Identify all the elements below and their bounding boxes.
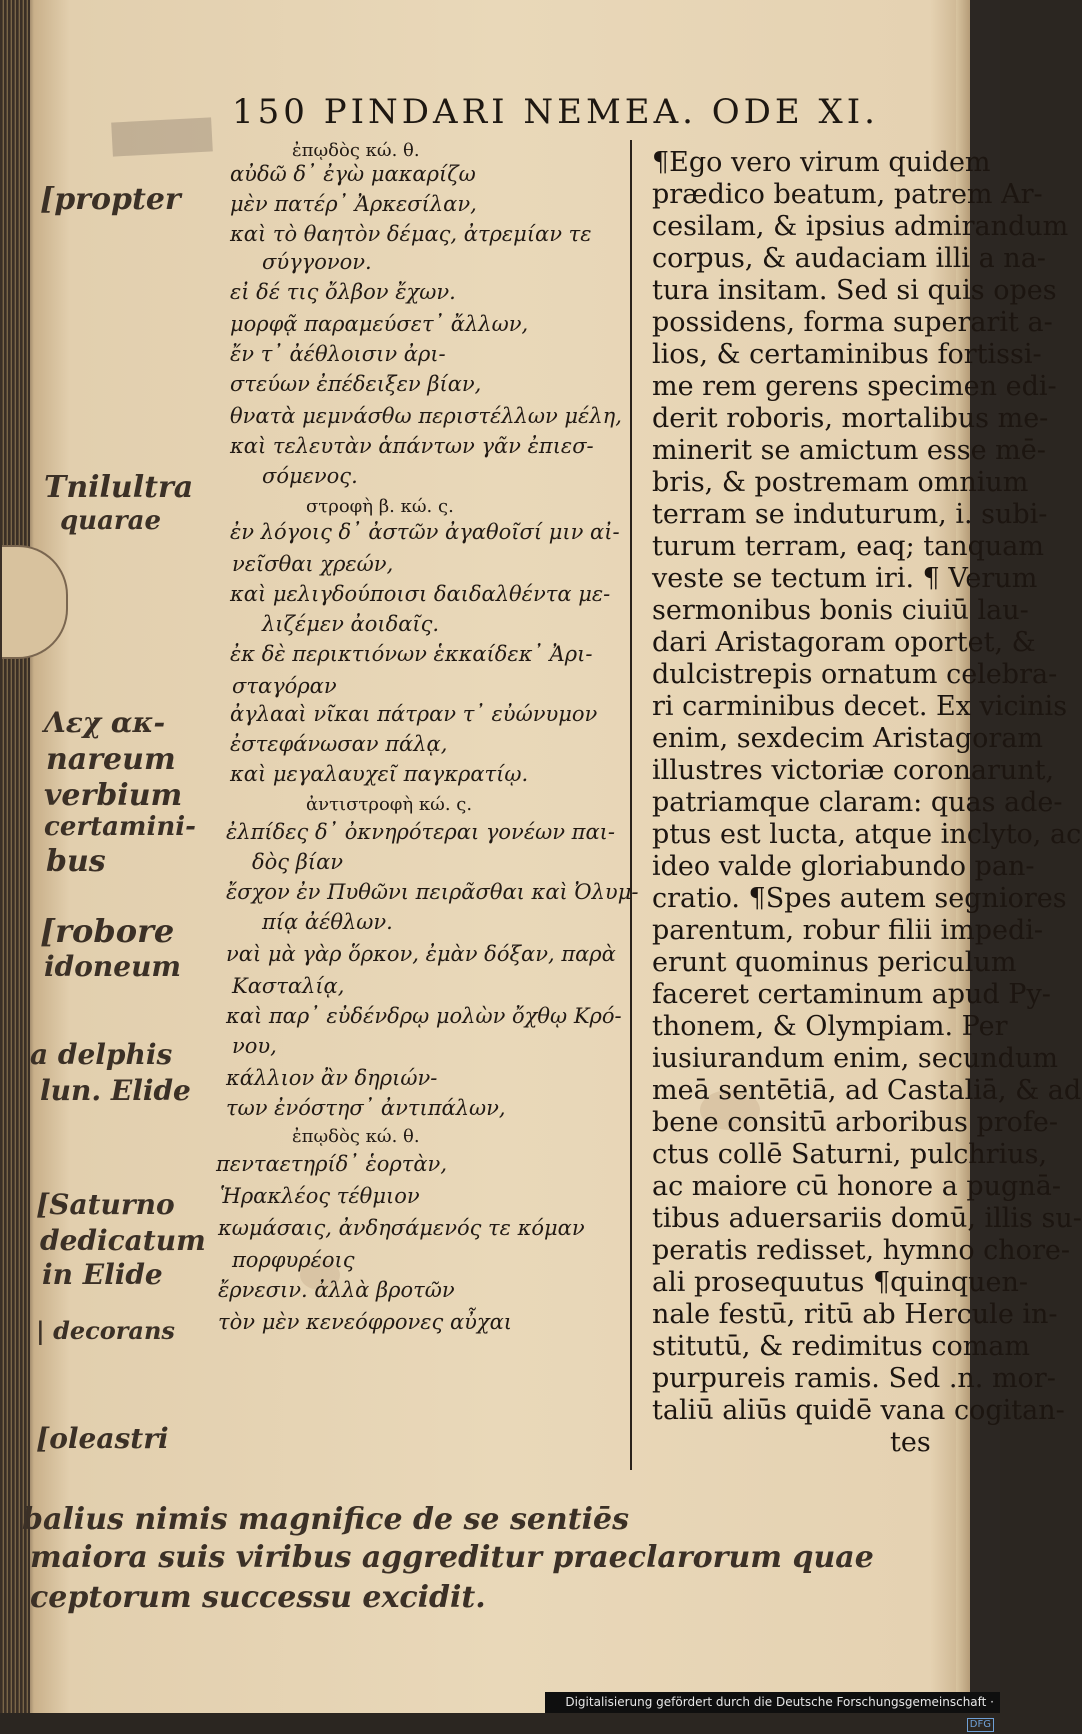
greek-line: θνατὰ μεμνάσθω περιστέλλων μέλη, <box>230 404 622 428</box>
latin-line: bris, & postremam omnium <box>652 467 1029 498</box>
latin-line: tura insitam. Sed si quis opes <box>652 275 1057 306</box>
greek-line: εἰ δέ τις ὄλβον ἔχων. <box>230 280 456 304</box>
latin-line: bene consitū arboribus profe- <box>652 1107 1059 1138</box>
greek-line: πενταετηρίδ᾽ ἑορτὰν, <box>216 1152 447 1176</box>
margin-note: | decorans <box>36 1316 175 1345</box>
greek-line: ἐστεφάνωσαν πάλᾳ, <box>230 732 448 756</box>
greek-line: σύγγονον. <box>262 250 372 274</box>
greek-line: μορφᾷ παραμεύσετ᾽ ἄλλων, <box>230 312 529 336</box>
ink-smudge <box>111 117 213 156</box>
greek-line: ἐπῳδὸς κώ. θ. <box>292 1126 420 1147</box>
latin-line: corpus, & audaciam illi a na- <box>652 243 1046 274</box>
latin-line: faceret certaminum apud Py- <box>652 979 1051 1010</box>
latin-line: ac maiore cū honore a pugnā- <box>652 1171 1061 1202</box>
latin-line: purpureis ramis. Sed .n. mor- <box>652 1363 1056 1394</box>
greek-line: κάλλιον ἂν δηριών- <box>226 1066 438 1090</box>
column-divider <box>630 140 632 1470</box>
latin-line: derit roboris, mortalibus me- <box>652 403 1049 434</box>
greek-line: καὶ τελευτὰν ἁπάντων γᾶν ἐπιεσ- <box>230 434 594 458</box>
greek-line: ἀγλααὶ νῖκαι πάτραν τ᾽ εὐώνυμον <box>230 702 598 726</box>
bottom-note-line: maiora suis viribus aggreditur praeclarorum quae <box>30 1540 874 1575</box>
greek-line: λιζέμεν ἀοιδαῖς. <box>262 612 440 636</box>
latin-line: ctus collē Saturni, pulchrius, <box>652 1139 1048 1170</box>
latin-line: turum terram, eaq; tanquam <box>652 531 1044 562</box>
latin-line: meā sentētiā, ad Castaliā, & ad <box>652 1075 1082 1106</box>
latin-line: tes <box>890 1427 931 1458</box>
latin-line: me rem gerens specimen edi- <box>652 371 1057 402</box>
greek-line: ἀντιστροφὴ κώ. ς. <box>306 794 473 815</box>
greek-line: καὶ μεγαλαυχεῖ παγκρατίῳ. <box>230 762 529 786</box>
greek-line: ναὶ μὰ γὰρ ὅρκον, ἐμὰν δόξαν, παρὰ <box>226 942 616 966</box>
latin-line: ¶Ego vero virum quidem <box>652 147 991 178</box>
greek-line: των ἐνόστησ᾽ ἀντιπάλων, <box>226 1096 506 1120</box>
greek-line: μὲν πατέρ᾽ Ἀρκεσίλαν, <box>230 192 477 216</box>
latin-line: minerit se amictum esse mē- <box>652 435 1046 466</box>
greek-line: Κασταλίᾳ, <box>232 974 345 998</box>
latin-line: dulcistrepis ornatum celebra- <box>652 659 1058 690</box>
latin-line: possidens, forma superarit a- <box>652 307 1053 338</box>
latin-line: cratio. ¶Spes autem segniores <box>652 883 1067 914</box>
margin-note: dedicatum <box>40 1224 206 1257</box>
greek-line: καὶ μελιγδούποισι δαιδαλθέντα με- <box>230 582 611 606</box>
latin-line: peratis redisset, hymno chore- <box>652 1235 1070 1266</box>
latin-line: cesilam, & ipsius admirandum <box>652 211 1069 242</box>
margin-note: bus <box>46 844 106 879</box>
greek-line: δὸς βίαν <box>252 850 344 874</box>
greek-line: καὶ τὸ θαητὸν δέμας, ἀτρεμίαν τε <box>230 222 592 246</box>
latin-line: patriamque claram: quas ade- <box>652 787 1063 818</box>
margin-note: lun. Elide <box>40 1074 191 1107</box>
book-edge <box>0 0 30 1713</box>
bottom-note-line: ceptorum successu excidit. <box>30 1580 486 1615</box>
latin-line: ptus est lucta, atque inclyto, ac <box>652 819 1082 850</box>
greek-line: ἐν λόγοις δ᾽ ἀστῶν ἀγαθοῖσί μιν αἰ- <box>230 520 620 544</box>
latin-line: terram se induturum, i. subi- <box>652 499 1048 530</box>
latin-line: ali prosequutus ¶quinquen- <box>652 1267 1029 1298</box>
margin-note: [robore <box>40 912 175 950</box>
latin-line: sermonibus bonis ciuiū lau- <box>652 595 1029 626</box>
latin-line: veste se tectum iri. ¶ Verum <box>652 563 1038 594</box>
latin-line: prædico beatum, patrem Ar- <box>652 179 1043 210</box>
margin-note: Tnilultra <box>44 470 194 505</box>
latin-line: parentum, robur filii impedi- <box>652 915 1044 946</box>
greek-line: ἐλπίδες δ᾽ ὀκνηρότεραι γονέων παι- <box>226 820 615 844</box>
bottom-note-line: balius nimis magnifice de se sentiēs <box>22 1502 629 1537</box>
digitization-footer <box>545 1692 1000 1730</box>
dfg-logo: DFG <box>967 1718 994 1732</box>
margin-note: nareum <box>46 742 176 777</box>
greek-line: νου, <box>232 1034 277 1058</box>
greek-line: ἔσχον ἐν Πυθῶνι πειρᾶσθαι καὶ Ὀλυμ- <box>226 880 639 904</box>
page-header: 150 PINDARI NEMEA. ODE XI. <box>232 92 879 132</box>
greek-line: κωμάσαις, ἀνδησάμενός τε κόμαν <box>218 1216 585 1240</box>
latin-line: nale festū, ritū ab Hercule in- <box>652 1299 1058 1330</box>
latin-line: illustres victoriæ coronarunt, <box>652 755 1055 786</box>
greek-line: στροφὴ β. κώ. ς. <box>306 496 454 517</box>
margin-note: idoneum <box>44 950 182 983</box>
greek-line: αὐδῶ δ᾽ ἐγὼ μακαρίζω <box>230 162 476 186</box>
margin-note: [Saturno <box>36 1188 175 1221</box>
margin-note: quarae <box>60 506 162 536</box>
margin-note: a delphis <box>30 1038 173 1071</box>
greek-line: ἐκ δὲ περικτιόνων ἑκκαίδεκ᾽ Ἀρι- <box>230 642 593 666</box>
greek-line: ἔν τ᾽ ἀέθλοισιν ἀρι- <box>230 342 446 366</box>
latin-line: stitutū, & redimitus comam <box>652 1331 1030 1362</box>
margin-note: certamini- <box>44 812 196 842</box>
greek-line: Ἡρακλέος τέθμιον <box>220 1184 420 1208</box>
margin-note: [propter <box>40 182 181 217</box>
margin-note: [oleastri <box>36 1422 169 1455</box>
latin-line: thonem, & Olympiam. Per <box>652 1011 1008 1042</box>
greek-line: ἔρνεσιν. ἀλλὰ βροτῶν <box>218 1278 455 1302</box>
greek-line: στεύων ἐπέδειξεν βίαν, <box>230 372 482 396</box>
page-tab <box>2 545 68 659</box>
margin-note: in Elide <box>42 1258 163 1291</box>
latin-line: taliū aliūs quidē vana cogitan- <box>652 1395 1065 1426</box>
greek-line: πορφυρέοις <box>232 1248 355 1272</box>
latin-line: lios, & certaminibus fortissi- <box>652 339 1042 370</box>
latin-line: tibus aduersariis domū, illis su- <box>652 1203 1082 1234</box>
latin-line: ri carminibus decet. Ex vicinis <box>652 691 1068 722</box>
latin-line: erunt quominus periculum <box>652 947 1017 978</box>
margin-note: verbium <box>44 778 183 813</box>
margin-note: Λεχ ακ- <box>44 706 166 739</box>
greek-line: καὶ παρ᾽ εὐδένδρῳ μολὼν ὄχθῳ Κρό- <box>226 1004 622 1028</box>
latin-line: dari Aristagoram oportet, & <box>652 627 1036 658</box>
greek-line: σταγόραν <box>232 674 337 698</box>
latin-line: ideo valde gloriabundo pan- <box>652 851 1035 882</box>
greek-line: τὸν μὲν κενεόφρονες αὖχαι <box>218 1310 513 1334</box>
greek-line: νεῖσθαι χρεών, <box>232 552 394 576</box>
greek-line: ἐπῳδὸς κώ. θ. <box>292 140 420 161</box>
footer-text: Digitalisierung gefördert durch die Deutsche Forschungsgemeinschaft · <box>565 1695 994 1709</box>
greek-line: σόμενος. <box>262 464 358 488</box>
greek-line: πίᾳ ἀέθλων. <box>262 910 393 934</box>
latin-line: enim, sexdecim Aristagoram <box>652 723 1044 754</box>
latin-line: iusiurandum enim, secundum <box>652 1043 1058 1074</box>
